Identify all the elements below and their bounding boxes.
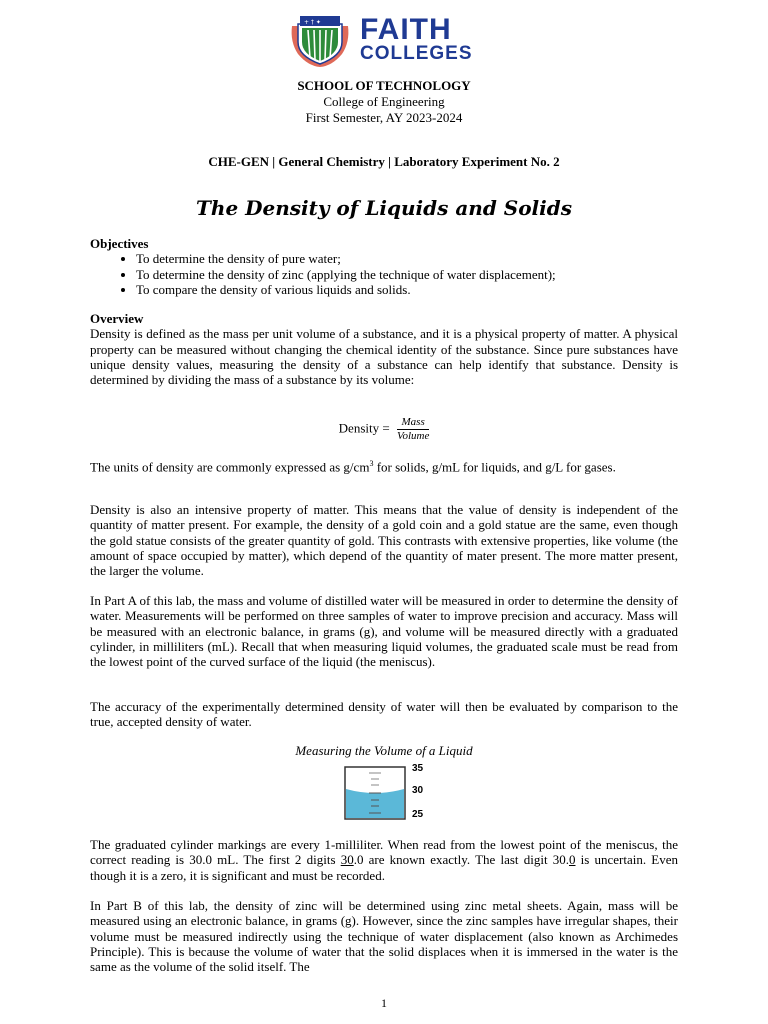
- list-item: • To compare the density of various liquids and solids.: [136, 282, 678, 297]
- paragraph: Density is defined as the mass per unit volume of a substance, and it is a physical property of matter. A physical property can be measured without changing the chemical identity of the substance. Since pure substances have unique density values, measuring the density of a substance can help identify that substance. Density is determined by dividing the mass of a substance by its volume:: [90, 326, 678, 388]
- overview-section: [90, 311, 678, 387]
- meniscus-text-2: .0 are known exactly. The last digit 30.: [353, 852, 569, 868]
- formula-denominator: Volume: [396, 430, 430, 442]
- scale-label-25: 25: [412, 809, 424, 820]
- objectives-list: [90, 251, 678, 297]
- logo-line2: COLLEGES: [360, 43, 473, 64]
- page-number: 1: [381, 996, 387, 1010]
- svg-text:+ † ✦: + † ✦: [304, 19, 321, 26]
- formula-label: Density =: [338, 420, 390, 436]
- objectives-heading: Objectives: [90, 236, 149, 251]
- overview-heading: Overview: [90, 311, 144, 326]
- school-name: SCHOOL OF TECHNOLOGY: [297, 78, 471, 93]
- density-formula: [0, 416, 768, 443]
- logo-wordmark: [360, 14, 473, 64]
- meniscus-text-3: is uncertain. Even though it is a zero, it is significant and must be recorded.: [90, 852, 679, 883]
- list-item: • To determine the density of pure water;: [136, 251, 678, 266]
- college-name: College of Engineering: [323, 94, 445, 109]
- paragraph-units: [90, 456, 678, 475]
- objectives-section: [90, 236, 678, 297]
- scale-label-30: 30: [412, 785, 424, 796]
- underlined-digits: 30: [340, 852, 354, 868]
- paragraph: In Part B of this lab, the density of zinc will be determined using zinc metal sheets. Again, mass will be measured using an electronic balance, in grams (g). However, since the zinc samples have irregular shapes, their volume must be measured indirectly using the technique of water displacement (also known as Archimedes Principle). This is because the volume of water that the solid displaces when it is immersed in the water is the same as the volume of the solid itself. The: [90, 898, 678, 975]
- formula-numerator: Mass: [397, 416, 429, 430]
- course-line: CHE-GEN | General Chemistry | Laboratory Experiment No. 2: [208, 154, 560, 169]
- formula-fraction: [397, 416, 429, 443]
- units-text: The units of density are commonly expressed as g/cm: [90, 459, 370, 475]
- list-item: • To determine the density of zinc (applying the technique of water displacement);: [136, 267, 678, 282]
- units-superscript: 3: [369, 459, 374, 468]
- paragraph: The accuracy of the experimentally determined density of water will then be evaluated by comparison to the true, accepted density of water.: [90, 699, 678, 730]
- paragraph: Density is also an intensive property of matter. This means that the value of density is independent of the quantity of matter present. For example, the density of a gold coin and a gold statue are the same, even though the gold statue consists of the greater quantity of gold. This contrasts with extensive properties, like volume (the amount of space occupied by matter), which depend of the quantity of mater present. The more matter present, the larger the volume.: [90, 502, 678, 579]
- document-title: The Density of Liquids and Solids: [196, 196, 572, 220]
- paragraph-meniscus: [90, 837, 678, 883]
- scale-label-35: 35: [412, 763, 424, 774]
- paragraph: In Part A of this lab, the mass and volume of distilled water will be measured in order to determine the density of water. Measurements will be performed on three samples of water to improve precision and accuracy. Mass will be measured with an electronic balance, in grams (g), and volume will be measured directly with a graduated cylinder, in milliliters (mL). Recall that when measuring liquid volumes, the graduated scale must be read from the lowest point of the curved surface of the liquid (the meniscus).: [90, 593, 678, 670]
- semester: First Semester, AY 2023-2024: [305, 110, 463, 125]
- meniscus-text: The graduated cylinder markings are every 1-milliliter. When read from the lowest point of the meniscus, the correct reading is 30.0 mL. The first 2 digits: [90, 837, 678, 868]
- shield-icon: [288, 12, 352, 68]
- logo-line1: FAITH: [360, 13, 452, 46]
- figure-caption: Measuring the Volume of a Liquid: [295, 743, 473, 758]
- underlined-digit: 0: [568, 852, 576, 868]
- units-text-2: for solids, g/mL for liquids, and g/L for gases.: [373, 459, 616, 475]
- faith-colleges-logo: [288, 12, 488, 68]
- graduated-cylinder-figure: [342, 763, 432, 823]
- graduated-cylinder-icon: [342, 763, 408, 821]
